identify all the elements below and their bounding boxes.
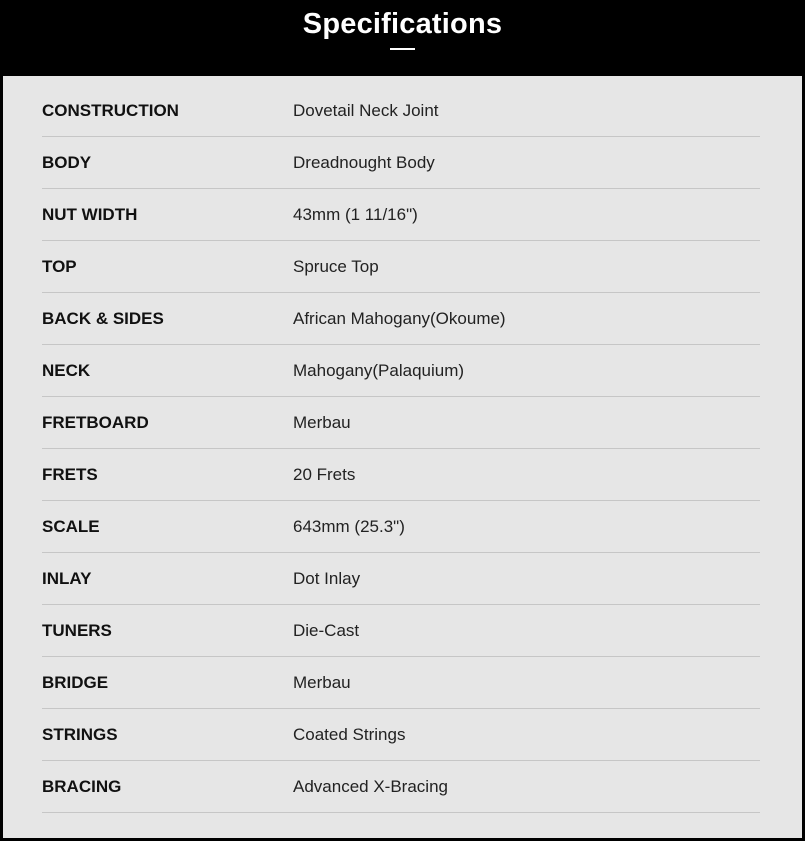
spec-row-neck — [42, 345, 760, 397]
spec-row-inlay — [42, 553, 760, 605]
spec-row-strings — [42, 709, 760, 761]
spec-row-bridge — [42, 657, 760, 709]
spec-value: 43mm (1 11/16") — [293, 205, 418, 224]
spec-value: Merbau — [293, 673, 351, 692]
spec-label: CONSTRUCTION — [42, 101, 179, 120]
spec-label: INLAY — [42, 569, 92, 588]
spec-row-bracing — [42, 761, 760, 813]
spec-row-top — [42, 241, 760, 293]
title-underline — [390, 48, 415, 50]
spec-label: STRINGS — [42, 725, 118, 744]
spec-label: NUT WIDTH — [42, 205, 138, 224]
spec-value: 20 Frets — [293, 465, 356, 484]
spec-label: FRETS — [42, 465, 98, 484]
spec-row-construction — [42, 85, 760, 137]
spec-row-scale — [42, 501, 760, 553]
page-title: Specifications — [302, 8, 503, 40]
spec-row-nut-width — [42, 189, 760, 241]
spec-row-tuners — [42, 605, 760, 657]
spec-value: Die-Cast — [293, 621, 360, 640]
spec-label: TOP — [42, 257, 77, 276]
spec-value: Coated Strings — [293, 725, 406, 744]
spec-value: Advanced X-Bracing — [293, 777, 448, 796]
spec-value: Dreadnought Body — [293, 153, 435, 172]
specifications-panel — [3, 76, 802, 838]
specifications-table — [42, 85, 760, 813]
spec-label: BODY — [42, 153, 92, 172]
spec-label: BACK & SIDES — [42, 309, 164, 328]
spec-row-fretboard — [42, 397, 760, 449]
spec-value: African Mahogany(Okoume) — [293, 309, 506, 328]
spec-row-back-sides — [42, 293, 760, 345]
spec-label: BRIDGE — [42, 673, 109, 692]
spec-value: 643mm (25.3") — [293, 517, 405, 536]
spec-value: Dot Inlay — [293, 569, 361, 588]
spec-value: Spruce Top — [293, 257, 379, 276]
spec-label: SCALE — [42, 517, 100, 536]
specifications-header — [0, 0, 805, 76]
spec-value: Dovetail Neck Joint — [293, 101, 439, 120]
spec-value: Merbau — [293, 413, 351, 432]
spec-row-body — [42, 137, 760, 189]
spec-label: FRETBOARD — [42, 413, 149, 432]
spec-label: TUNERS — [42, 621, 112, 640]
spec-label: BRACING — [42, 777, 122, 796]
spec-row-frets — [42, 449, 760, 501]
spec-value: Mahogany(Palaquium) — [293, 361, 465, 380]
spec-label: NECK — [42, 361, 91, 380]
